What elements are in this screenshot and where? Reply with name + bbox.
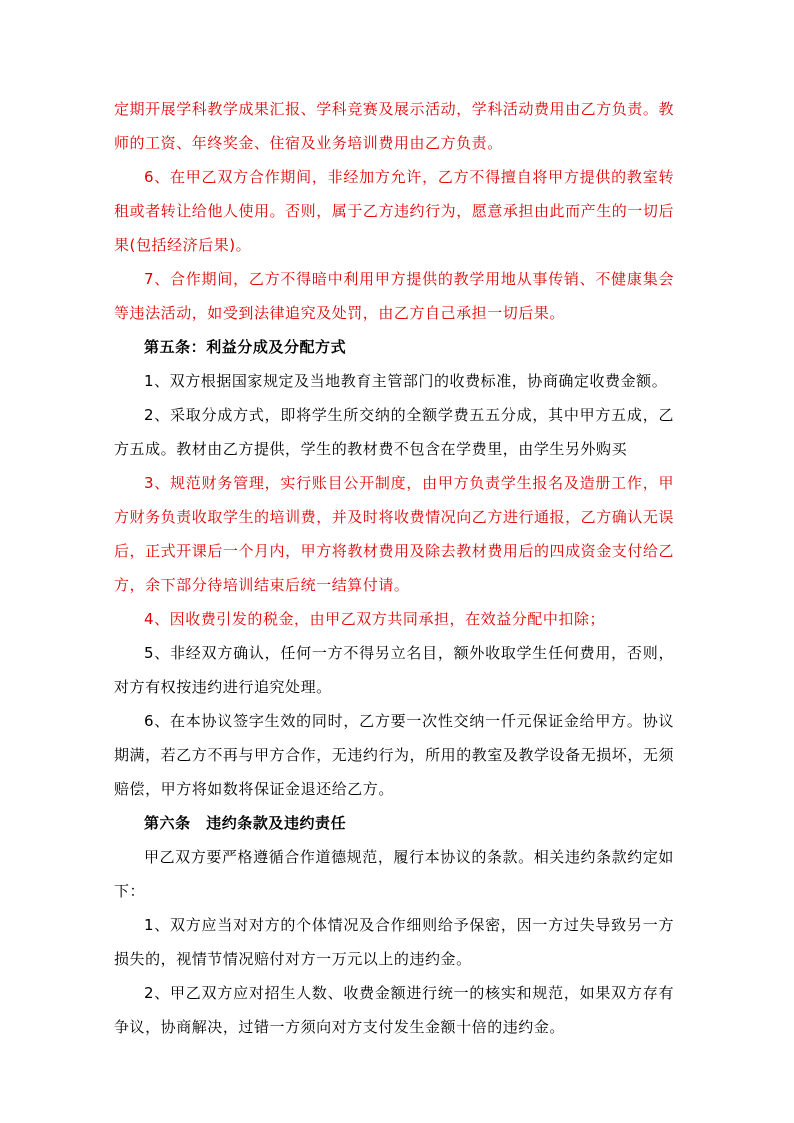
paragraph-article5-item-3: 3、规范财务管理，实行账目公开制度，由甲方负责学生报名及造册工作，甲方财务负责收取学生的培训费，并及时将收费情况向乙方进行通报，乙方确认无误后，正式开课后一个月内，甲方将教材费用及除去教材费用后的四成资金支付给乙方，余下部分待培训结束后统一结算付请。 bbox=[114, 474, 674, 594]
document-body bbox=[114, 92, 674, 1044]
paragraph-article5-item-6: 6、在本协议签字生效的同时，乙方要一次性交纳一仟元保证金给甲方。协议期满，若乙方不再与甲方合作，无违约行为，所用的教室及教学设备无损坏，无须赔偿，甲方将如数将保证金退还给乙方。 bbox=[114, 712, 674, 798]
paragraph-article6-item-2: 2、甲乙双方应对招生人数、收费金额进行统一的核实和规范，如果双方存有争议，协商解决，过错一方须向对方支付发生金额十倍的违约金。 bbox=[114, 984, 674, 1036]
paragraph-teaching-activities-fees: 定期开展学科教学成果汇报、学科竞赛及展示活动，学科活动费用由乙方负责。教师的工资、年终奖金、住宿及业务培训费用由乙方负责。 bbox=[114, 100, 674, 152]
paragraph-article5-item-4: 4、因收费引发的税金，由甲乙双方共同承担，在效益分配中扣除； bbox=[144, 610, 606, 628]
paragraph-item-6-no-sublease: 6、在甲乙双方合作期间，非经加方允许，乙方不得擅自将甲方提供的教室转租或者转让给他人使用。否则，属于乙方违约行为，愿意承担由此而产生的一切后果(包括经济后果)。 bbox=[114, 168, 674, 254]
paragraph-article5-item-2: 2、采取分成方式，即将学生所交纳的全额学费五五分成，其中甲方五成，乙方五成。教材由乙方提供，学生的教材费不包含在学费里，由学生另外购买 bbox=[114, 406, 674, 458]
paragraph-article5-item-1: 1、双方根据国家规定及当地教育主管部门的收费标准，协商确定收费金额。 bbox=[144, 372, 668, 390]
section-heading-article-5: 第五条：利益分成及分配方式 bbox=[144, 338, 347, 356]
paragraph-article6-intro: 甲乙双方要严格遵循合作道德规范，履行本协议的条款。相关违约条款约定如下： bbox=[114, 848, 674, 900]
paragraph-article5-item-5: 5、非经双方确认，任何一方不得另立名目，额外收取学生任何费用，否则，对方有权按违约进行追究处理。 bbox=[114, 644, 674, 696]
paragraph-article6-item-1: 1、双方应当对对方的个体情况及合作细则给予保密，因一方过失导致另一方损失的，视情节情况赔付对方一万元以上的违约金。 bbox=[114, 916, 674, 968]
section-heading-article-6: 第六条 违约条款及违约责任 bbox=[144, 814, 347, 832]
paragraph-item-7-no-illegal-activities: 7、合作期间，乙方不得暗中利用甲方提供的教学用地从事传销、不健康集会等违法活动，如受到法律追究及处罚，由乙方自己承担一切后果。 bbox=[114, 270, 674, 322]
